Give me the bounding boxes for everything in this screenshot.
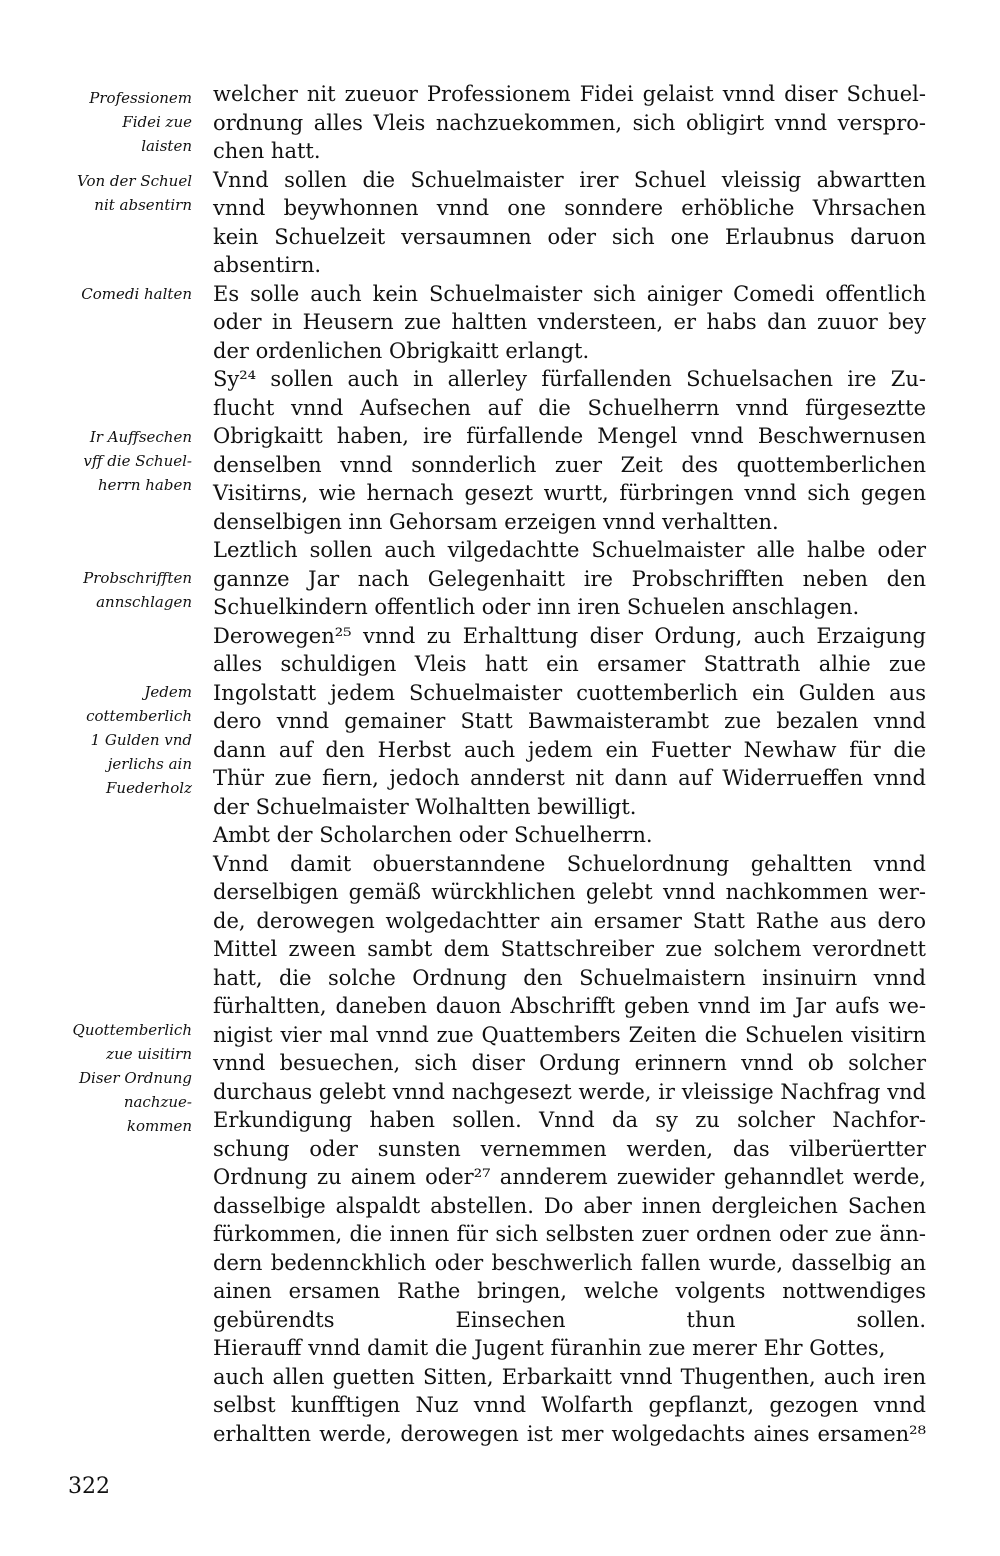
margin-note-line: herrn haben — [97, 476, 192, 494]
body-line: gannze Jar nach Gelegenhaitt ire Probschrifften neben den — [213, 566, 926, 591]
body-line: oder in Heusern zue haltten vndersteen, er habs dan zuuor bey — [213, 310, 926, 334]
body-line: Derowegen²⁵ vnnd zu Erhalttung diser Ordung, auch Erzaigung — [213, 623, 926, 648]
body-line: Sy²⁴ sollen auch in allerley fürfallenden Schuelsachen ire Zu- — [213, 367, 926, 391]
margin-note-line: Diser Ordnung — [79, 1069, 192, 1087]
margin-note-line: Comedi halten — [81, 285, 192, 303]
body-line: Leztlich sollen auch vilgedachtte Schuelmaister alle halbe oder — [213, 538, 926, 562]
page-number: 322 — [68, 1474, 110, 1499]
margin-note-line: Fuederholz — [106, 779, 192, 797]
body-line: fürkommen, die innen für sich selbsten zuer ordnen oder zue änn- — [213, 1222, 926, 1246]
body-line: Vnnd damit obuerstanndene Schuelordnung gehaltten vnnd — [213, 851, 926, 876]
body-line: vnnd beywhonnen vnnd one sonndere erhöbliche Vhrsachen — [213, 196, 926, 220]
margin-note-line: annschlagen — [96, 593, 192, 611]
margin-note-line: Ir Auffsechen — [89, 428, 192, 446]
margin-note-line: 1 Gulden vnd — [90, 731, 192, 749]
margin-note — [20, 282, 192, 306]
body-line: Schuelkindern offentlich oder inn iren Schuelen anschlagen. — [213, 595, 860, 619]
body-line: auch allen guetten Sitten, Erbarkaitt vnnd Thugenthen, auch iren — [213, 1364, 926, 1389]
margin-note-line: Quottemberlich — [72, 1021, 192, 1039]
body-line: Mittel zween sambt dem Stattschreiber zue solchem verordnett — [213, 937, 926, 961]
margin-note-line: Fidei zue — [122, 113, 192, 131]
margin-note — [20, 425, 192, 497]
body-line: Hierauff vnnd damit die Jugent füranhin zue merer Ehr Gottes, — [213, 1336, 886, 1360]
body-line: Ordnung zu ainem oder²⁷ annderem zuewider gehanndlet werde, — [213, 1165, 926, 1189]
body-line: alles schuldigen Vleis hatt ein ersamer Stattrath alhie zue — [213, 652, 926, 676]
body-line: schung oder sunsten vernemmen werden, das vilberüertter — [213, 1136, 926, 1161]
margin-note-line: vff die Schuel- — [83, 452, 192, 470]
margin-note-line: cottemberlich — [86, 707, 192, 725]
body-line: dero vnnd gemainer Statt Bawmaisterambt zue bezalen vnnd — [213, 709, 926, 733]
body-line: selbst kunfftigen Nuz vnnd Wolfarth gepflanzt, gezogen vnnd — [213, 1393, 926, 1417]
margin-note-line: nit absentirn — [94, 196, 192, 214]
body-line: fürhaltten, daneben dauon Abschrifft geben vnnd im Jar aufs we- — [213, 994, 926, 1018]
body-line: durchaus gelebt vnnd nachgesezt werde, ir vleissige Nachfrag vnd — [213, 1079, 926, 1104]
margin-note-line: laisten — [141, 137, 192, 155]
body-line: denselben vnnd sonnderlich zuer Zeit des quottemberlichen — [213, 452, 926, 477]
body-line: Es solle auch kein Schuelmaister sich ainiger Comedi offentlich — [213, 281, 926, 306]
body-line: absentirn. — [213, 253, 322, 277]
margin-note-line: Professionem — [89, 89, 192, 107]
body-line: kein Schuelzeit versaumnen oder sich one Erlaubnus daruon — [213, 224, 926, 249]
margin-note-line: kommen — [126, 1117, 192, 1135]
body-line: Ingolstatt jedem Schuelmaister cuottemberlich ein Gulden aus — [213, 680, 926, 705]
body-line: de, derowegen wolgedachtter ain ersamer Statt Rathe aus dero — [213, 908, 926, 933]
body-line: dern bedennckhlich oder beschwerlich fallen wurde, dasselbig an — [213, 1250, 926, 1275]
body-line: Erkundigung haben sollen. Vnnd da sy zu solcher Nachfor- — [213, 1108, 926, 1132]
margin-note-line: jerlichs ain — [107, 755, 192, 773]
body-line: Vnnd sollen die Schuelmaister irer Schuel vleissig abwartten — [213, 167, 926, 192]
body-line: Visitirns, wie hernach gesezt wurtt, fürbringen vnnd sich gegen — [213, 481, 926, 505]
body-line: nigist vier mal vnnd zue Quattembers Zeiten die Schuelen visitirn — [213, 1022, 926, 1047]
body-line: der Schuelmaister Wolhaltten bewilligt. — [213, 794, 637, 819]
margin-note — [20, 1018, 192, 1138]
body-line: denselbigen inn Gehorsam erzeigen vnnd verhaltten. — [213, 509, 779, 534]
body-line: erhaltten werde, derowegen ist mer wolgedachts aines ersamen²⁸ — [213, 1421, 926, 1446]
body-text — [213, 80, 926, 1448]
body-line: vnnd besuechen, sich diser Ordung erinnern vnnd ob solcher — [213, 1051, 926, 1075]
margin-note — [20, 86, 192, 158]
margin-note — [20, 566, 192, 614]
margin-note-line: zue uisitirn — [106, 1045, 192, 1063]
body-line: ordnung alles Vleis nachzuekommen, sich obligirt vnnd verspro- — [213, 110, 926, 135]
body-line: hatt, die solche Ordnung den Schuelmaistern insinuirn vnnd — [213, 965, 926, 990]
body-line: derselbigen gemäß würckhlichen gelebt vnnd nachkommen wer- — [213, 880, 926, 904]
body-line: gebürendts Einsechen thun sollen. — [213, 1307, 926, 1332]
margin-note-line: nachzue- — [123, 1093, 192, 1111]
margin-note-line: Jedem — [144, 683, 192, 701]
body-line: dasselbige alspaldt abstellen. Do aber innen dergleichen Sachen — [213, 1193, 926, 1218]
body-line: chen hatt. — [213, 139, 321, 163]
margin-note-line: Von der Schuel — [76, 172, 192, 190]
body-line: Thür zue fiern, jedoch annderst nit dann auf Widerrueffen vnnd — [213, 766, 926, 790]
body-line: Ambt der Scholarchen oder Schuelherrn. — [213, 823, 653, 847]
body-line: dann auf den Herbst auch jedem ein Fuetter Newhaw für die — [213, 737, 926, 762]
margin-note — [20, 680, 192, 800]
body-line: der ordenlichen Obrigkaitt erlangt. — [213, 338, 590, 363]
body-line: Obrigkaitt haben, ire fürfallende Mengel vnnd Beschwernusen — [213, 424, 926, 448]
margin-note — [20, 169, 192, 217]
body-line: flucht vnnd Aufsechen auf die Schuelherrn vnnd fürgeseztte — [213, 395, 926, 420]
body-line: ainen ersamen Rathe bringen, welche volgents nottwendiges — [213, 1279, 926, 1303]
margin-note-line: Probschrifften — [83, 569, 192, 587]
body-line: welcher nit zueuor Professionem Fidei gelaist vnnd diser Schuel- — [213, 82, 926, 106]
